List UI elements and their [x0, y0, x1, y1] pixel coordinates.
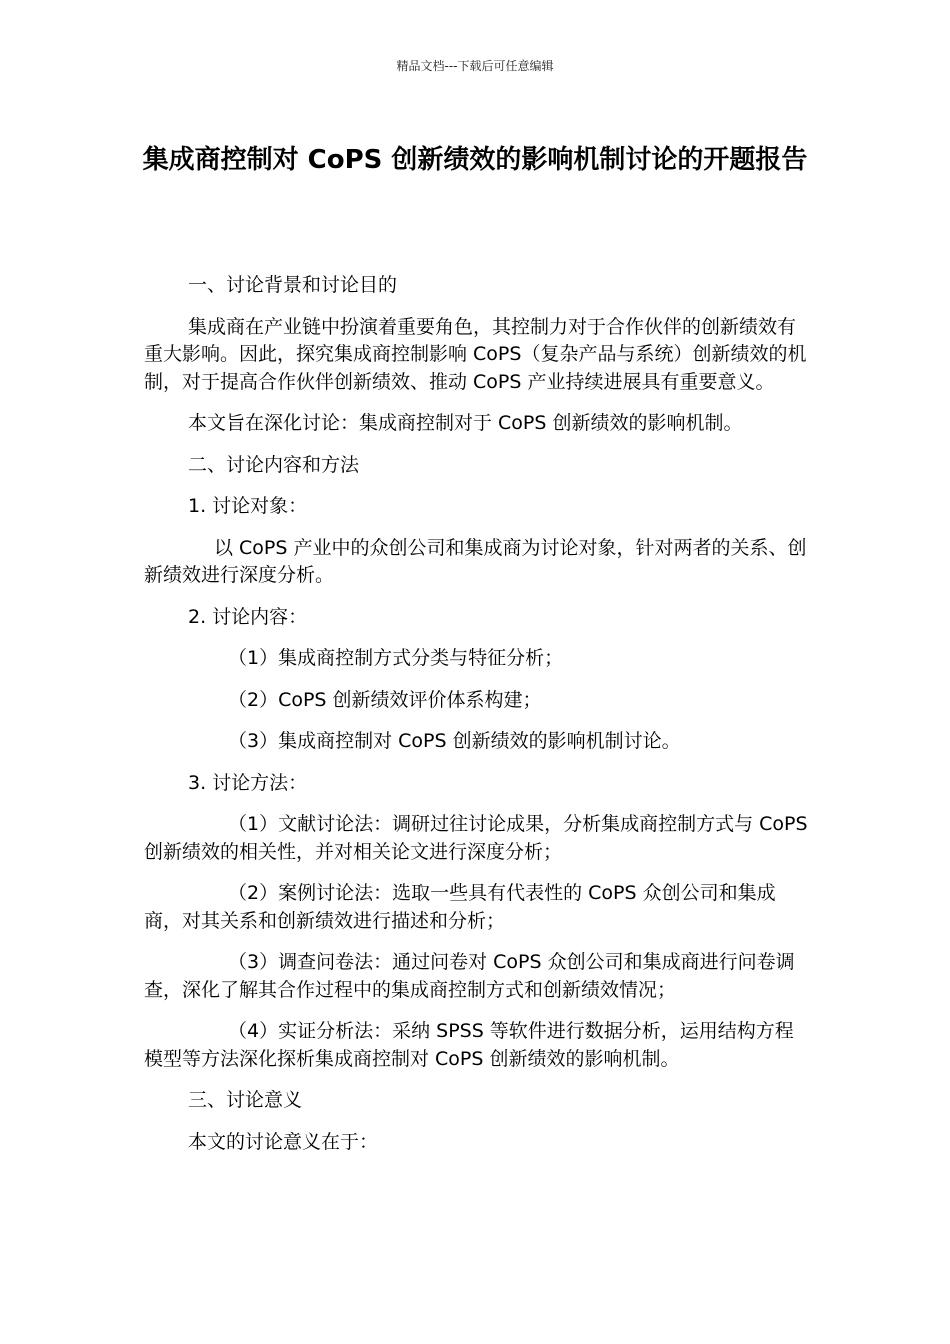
list-item-content-3: （3）集成商控制对 CoPS 创新绩效的影响机制讨论。: [228, 730, 681, 752]
page-header-note: 精品文档---下载后可任意编辑: [396, 59, 554, 73]
paragraph-significance-intro: 本文的讨论意义在于：: [188, 1130, 379, 1153]
section-heading-background: 一、讨论背景和讨论目的: [188, 274, 398, 296]
document-title: 集成商控制对 CoPS 创新绩效的影响机制讨论的开题报告: [142, 145, 808, 175]
list-item-method-4: （4）实证分析法：采纳 SPSS 等软件进行数据分析，运用结构方程模型等方法深化探析集成商控制对 CoPS 创新绩效的影响机制。: [144, 1020, 794, 1070]
list-item-content-2: （2）CoPS 创新绩效评价体系构建；: [228, 688, 542, 711]
paragraph-background: 集成商在产业链中扮演着重要角色，其控制力对于合作伙伴的创新绩效有重大影响。因此，探究集成商控制影响 CoPS（复杂产品与系统）创新绩效的机制，对于提高合作伙伴创新绩效、推动 CoPS 产业持续进展具有重要意义。: [144, 315, 807, 393]
subheading-research-content: 2. 讨论内容：: [188, 605, 308, 628]
subheading-research-object: 1. 讨论对象：: [188, 495, 308, 517]
subheading-research-methods: 3. 讨论方法：: [188, 771, 308, 794]
paragraph-research-object: 以 CoPS 产业中的众创公司和集成商为讨论对象，针对两者的关系、创新绩效进行深度分析。: [144, 536, 807, 586]
section-heading-significance: 三、讨论意义: [188, 1089, 303, 1111]
document-body: [144, 272, 810, 1170]
list-item-method-3: （3）调查问卷法：通过问卷对 CoPS 众创公司和集成商进行问卷调查，深化了解其合作过程中的集成商控制方式和创新绩效情况；: [144, 951, 795, 1001]
list-item-content-1: （1）集成商控制方式分类与特征分析；: [228, 647, 564, 669]
list-item-method-2: （2）案例讨论法：选取一些具有代表性的 CoPS 众创公司和集成商，对其关系和创新绩效进行描述和分析；: [144, 882, 776, 932]
section-heading-content-methods: 二、讨论内容和方法: [188, 453, 360, 476]
list-item-method-1: （1）文献讨论法：调研过往讨论成果，分析集成商控制方式与 CoPS 创新绩效的相关性，并对相关论文进行深度分析；: [144, 813, 808, 863]
paragraph-purpose: 本文旨在深化讨论：集成商控制对于 CoPS 创新绩效的影响机制。: [188, 412, 743, 434]
